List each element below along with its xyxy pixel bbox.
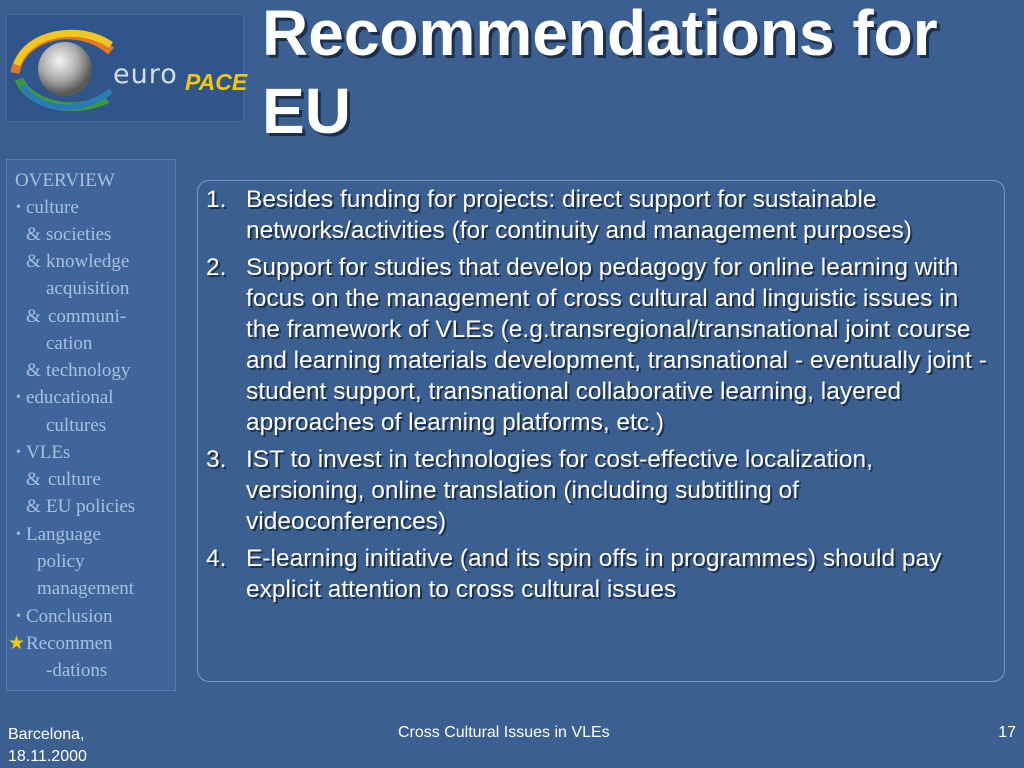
list-item	[204, 184, 994, 246]
sidebar-amp: &	[26, 251, 41, 272]
sidebar-item-communication[interactable]: communi-	[48, 306, 127, 327]
item-text: Support for studies that develop pedagogy for online learning with focus on the management of cross cultural and linguistic issues in the framework of VLEs (e.g.transregional/transnational joint course and learning materials development, transnational - eventually joint - student support, transnational collaborative learning, layered approaches of learning platforms, etc.)	[246, 254, 987, 436]
item-text: IST to invest in technologies for cost-effective localization, versioning, online translation (including subtitling of videoconferences)	[246, 446, 873, 535]
list-item	[204, 444, 994, 537]
sidebar-item-cultures[interactable]: cultures	[46, 415, 107, 436]
list-item	[204, 543, 994, 605]
sidebar-item-policy[interactable]: policy	[37, 551, 85, 572]
sidebar-item-overview[interactable]: OVERVIEW	[15, 170, 115, 191]
sidebar-item-dations[interactable]: -dations	[46, 660, 108, 681]
item-number: 4.	[206, 545, 227, 572]
footer-location-date	[8, 724, 148, 768]
current-star-icon: ★	[8, 633, 26, 654]
sidebar-item-management[interactable]: management	[37, 578, 135, 599]
item-number: 2.	[206, 254, 227, 281]
sidebar-item-technology[interactable]: technology	[46, 360, 131, 381]
sidebar-amp: &	[26, 224, 41, 245]
sidebar-bullet: •	[16, 527, 21, 542]
footer-title: Cross Cultural Issues in VLEs	[398, 724, 610, 741]
overview-sidebar	[6, 159, 176, 691]
sidebar-item-vles[interactable]: VLEs	[26, 442, 71, 463]
sidebar-item-conclusion[interactable]: Conclusion	[26, 606, 113, 627]
sidebar-amp: &	[26, 469, 41, 490]
sidebar-item-culture[interactable]: culture	[26, 197, 79, 218]
sidebar-amp: &	[26, 306, 41, 327]
page-number: 17	[998, 724, 1016, 741]
item-number: 1.	[206, 186, 227, 213]
logo-pace-text: PACE	[185, 69, 248, 95]
sidebar-item-eu-policies[interactable]: EU policies	[46, 496, 136, 517]
sidebar-bullet: •	[16, 390, 21, 405]
sidebar-item-cation[interactable]: cation	[46, 333, 93, 354]
sidebar-bullet: •	[16, 200, 21, 215]
sidebar-bullet: •	[16, 445, 21, 460]
recommendation-list	[204, 184, 994, 611]
sidebar-item-vle-culture[interactable]: culture	[48, 469, 101, 490]
europace-logo	[6, 14, 248, 122]
item-text: Besides funding for projects: direct support for sustainable networks/activities (for continuity and management purposes)	[246, 186, 912, 244]
slide-title: Recommendations for EU	[262, 0, 938, 147]
logo-euro-text: euro	[113, 59, 178, 90]
footer-location: Barcelona,	[8, 726, 85, 743]
sidebar-item-societies[interactable]: societies	[46, 224, 112, 245]
list-item	[204, 252, 994, 438]
sidebar-item-knowledge[interactable]: knowledge	[46, 251, 130, 272]
footer-date: 18.11.2000	[8, 748, 87, 765]
sidebar-item-acquisition[interactable]: acquisition	[46, 278, 130, 299]
item-text: E-learning initiative (and its spin offs in programmes) should pay explicit attention to cross cultural issues	[246, 545, 942, 603]
sidebar-item-language[interactable]: Language	[26, 524, 101, 545]
sidebar-amp: &	[26, 360, 41, 381]
sidebar-amp: &	[26, 496, 41, 517]
sidebar-item-recommendations[interactable]: Recommen	[26, 633, 113, 654]
sidebar-bullet: •	[16, 609, 21, 624]
sidebar-item-educational[interactable]: educational	[26, 387, 114, 408]
item-number: 3.	[206, 446, 227, 473]
